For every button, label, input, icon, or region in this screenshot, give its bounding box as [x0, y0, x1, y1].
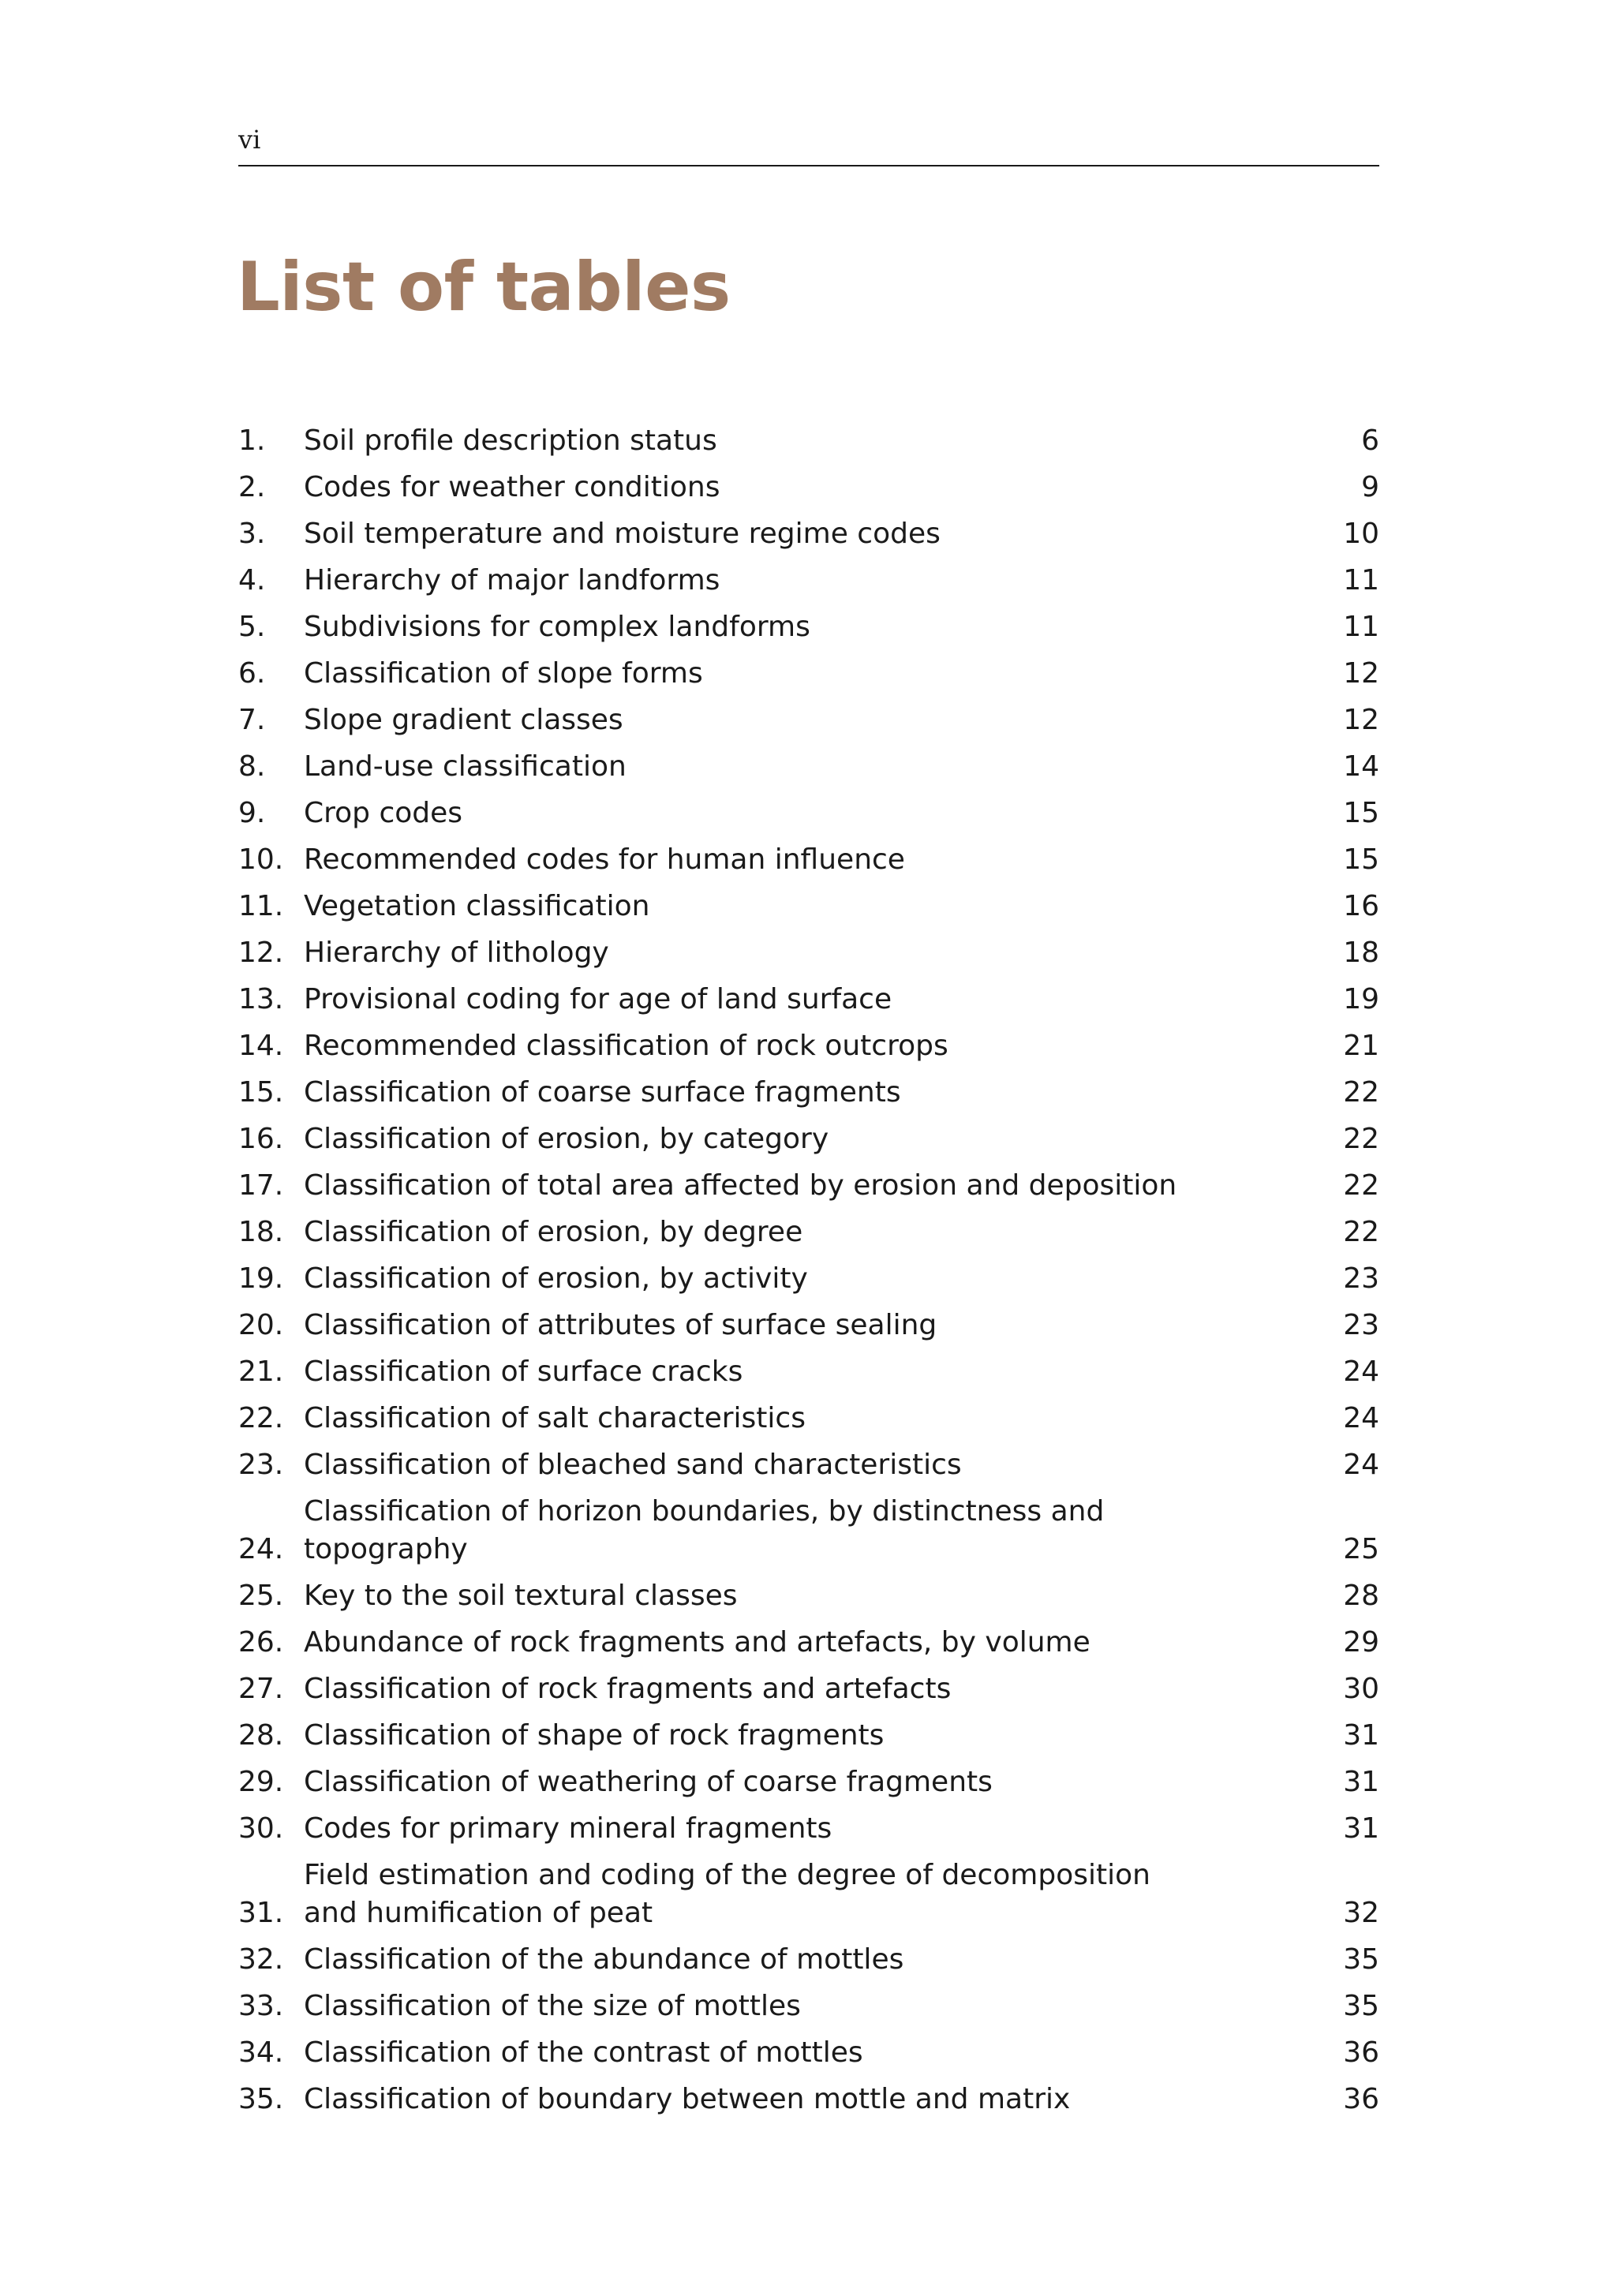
entry-number: 4.	[238, 564, 266, 596]
entry-title: Classification of the contrast of mottles	[304, 2036, 863, 2069]
entry-page: 21	[1343, 1030, 1379, 1062]
entry-page: 12	[1343, 704, 1379, 736]
entry-page: 22	[1343, 1123, 1379, 1155]
entry-number: 5.	[238, 611, 266, 643]
entry-number: 31.	[238, 1897, 284, 1929]
entry-title: Classification of attributes of surface sealing	[304, 1309, 937, 1341]
entry-page: 19	[1343, 983, 1379, 1015]
entry-page: 36	[1343, 2083, 1379, 2115]
toc-entry[interactable]	[238, 1213, 1379, 1251]
entry-title: Key to the soil textural classes	[304, 1580, 738, 1612]
entry-page: 15	[1343, 843, 1379, 876]
entry-page: 25	[1343, 1533, 1379, 1565]
entry-title: Classification of the size of mottles	[304, 1990, 801, 2022]
toc-entry[interactable]	[238, 1167, 1379, 1205]
toc-entry[interactable]	[238, 469, 1379, 507]
entry-number: 1.	[238, 424, 266, 457]
entry-title: Classification of bleached sand characteristics	[304, 1449, 962, 1481]
toc-entry[interactable]	[238, 1493, 1379, 1569]
entry-page: 18	[1343, 937, 1379, 969]
entry-number: 7.	[238, 704, 266, 736]
entry-title: Land-use classification	[304, 750, 627, 783]
entry-title: Classification of weathering of coarse fragments	[304, 1766, 993, 1798]
entry-page: 29	[1343, 1626, 1379, 1658]
toc-entry[interactable]	[238, 1670, 1379, 1708]
entry-title: Classification of slope forms	[304, 657, 703, 690]
entry-page: 23	[1343, 1262, 1379, 1295]
toc-entry[interactable]	[238, 608, 1379, 646]
entry-page: 16	[1343, 890, 1379, 922]
entry-number: 13.	[238, 983, 284, 1015]
toc-entry[interactable]	[238, 1120, 1379, 1158]
entry-page: 24	[1343, 1449, 1379, 1481]
entry-number: 16.	[238, 1123, 284, 1155]
entry-title: Provisional coding for age of land surface	[304, 983, 892, 1015]
entry-title: Classification of erosion, by degree	[304, 1216, 803, 1248]
toc-entry[interactable]	[238, 2034, 1379, 2072]
entry-title: Vegetation classification	[304, 890, 650, 922]
entry-page: 30	[1343, 1673, 1379, 1705]
entry-title: Slope gradient classes	[304, 704, 623, 736]
toc-entry[interactable]	[238, 934, 1379, 972]
entry-page: 6	[1361, 424, 1379, 457]
entry-number: 2.	[238, 471, 266, 503]
entry-number: 10.	[238, 843, 284, 876]
entry-title: Classification of rock fragments and artefacts	[304, 1673, 952, 1705]
entry-number: 26.	[238, 1626, 284, 1658]
entry-number: 19.	[238, 1262, 284, 1295]
entry-title: Crop codes	[304, 797, 463, 829]
entry-page: 12	[1343, 657, 1379, 690]
entry-title: Hierarchy of lithology	[304, 937, 609, 969]
entry-page: 22	[1343, 1076, 1379, 1109]
toc-entry[interactable]	[238, 1074, 1379, 1112]
entry-title: Classification of coarse surface fragments	[304, 1076, 901, 1109]
entry-title: Classification of total area affected by erosion and deposition	[304, 1169, 1177, 1202]
entry-page: 32	[1343, 1897, 1379, 1929]
entry-number: 15.	[238, 1076, 284, 1109]
entry-number: 18.	[238, 1216, 284, 1248]
entry-title: Soil profile description status	[304, 424, 717, 457]
entry-number: 27.	[238, 1673, 284, 1705]
entry-number: 23.	[238, 1449, 284, 1481]
toc-entry[interactable]	[238, 2081, 1379, 2118]
toc-entry[interactable]	[238, 981, 1379, 1019]
toc-entry[interactable]	[238, 795, 1379, 832]
entry-title: Classification of shape of rock fragments	[304, 1719, 885, 1752]
entry-page: 35	[1343, 1990, 1379, 2022]
entry-page: 11	[1343, 564, 1379, 596]
toc-entry[interactable]	[238, 562, 1379, 600]
entry-title: Classification of salt characteristics	[304, 1402, 806, 1434]
entry-number: 11.	[238, 890, 284, 922]
entry-page: 9	[1361, 471, 1379, 503]
entry-title: Recommended codes for human influence	[304, 843, 905, 876]
entry-number: 34.	[238, 2036, 284, 2069]
entry-title: Codes for primary mineral fragments	[304, 1812, 832, 1845]
entry-page: 31	[1343, 1766, 1379, 1798]
entry-title: Recommended classification of rock outcrops	[304, 1030, 948, 1062]
entry-page: 35	[1343, 1943, 1379, 1976]
toc-entry[interactable]	[238, 1400, 1379, 1438]
entry-number: 17.	[238, 1169, 284, 1202]
entry-number: 24.	[238, 1533, 284, 1565]
table-list	[238, 422, 1379, 2127]
page-title: List of tables	[237, 248, 731, 327]
entry-title: Classification of surface cracks	[304, 1356, 743, 1388]
entry-number: 33.	[238, 1990, 284, 2022]
toc-entry[interactable]	[238, 1307, 1379, 1344]
entry-page: 31	[1343, 1812, 1379, 1845]
toc-entry[interactable]	[238, 1717, 1379, 1755]
entry-title: Hierarchy of major landforms	[304, 564, 720, 596]
entry-page: 22	[1343, 1169, 1379, 1202]
entry-number: 29.	[238, 1766, 284, 1798]
entry-page: 28	[1343, 1580, 1379, 1612]
toc-entry[interactable]	[238, 1624, 1379, 1662]
entry-page: 24	[1343, 1402, 1379, 1434]
toc-entry[interactable]	[238, 1857, 1379, 1932]
entry-title: Classification of erosion, by category	[304, 1123, 829, 1155]
entry-number: 30.	[238, 1812, 284, 1845]
toc-entry[interactable]	[238, 655, 1379, 693]
toc-entry[interactable]	[238, 515, 1379, 553]
entry-number: 20.	[238, 1309, 284, 1341]
toc-entry[interactable]	[238, 1941, 1379, 1979]
entry-number: 25.	[238, 1580, 284, 1612]
entry-page: 10	[1343, 518, 1379, 550]
entry-number: 32.	[238, 1943, 284, 1976]
entry-number: 14.	[238, 1030, 284, 1062]
entry-page: 23	[1343, 1309, 1379, 1341]
toc-entry[interactable]	[238, 888, 1379, 926]
entry-page: 24	[1343, 1356, 1379, 1388]
toc-entry[interactable]	[238, 841, 1379, 879]
entry-title: Classification of erosion, by activity	[304, 1262, 808, 1295]
toc-entry[interactable]	[238, 748, 1379, 786]
entry-number: 28.	[238, 1719, 284, 1752]
entry-number: 12.	[238, 937, 284, 969]
entry-title: Classification of the abundance of mottles	[304, 1943, 904, 1976]
toc-entry[interactable]	[238, 1987, 1379, 2025]
entry-page: 14	[1343, 750, 1379, 783]
page-number: vi	[238, 125, 261, 155]
entry-number: 21.	[238, 1356, 284, 1388]
entry-title: Soil temperature and moisture regime codes	[304, 518, 941, 550]
entry-number: 9.	[238, 797, 266, 829]
header-rule	[238, 165, 1379, 166]
toc-entry[interactable]	[238, 1353, 1379, 1391]
entry-title: Classification of horizon boundaries, by distinctness and topography	[304, 1495, 1105, 1565]
entry-title: Field estimation and coding of the degree of decomposition and humification of peat	[304, 1859, 1150, 1929]
toc-entry[interactable]	[238, 1577, 1379, 1615]
toc-entry[interactable]	[238, 1763, 1379, 1801]
entry-page: 22	[1343, 1216, 1379, 1248]
toc-entry[interactable]	[238, 422, 1379, 460]
entry-number: 8.	[238, 750, 266, 783]
entry-title: Abundance of rock fragments and artefacts, by volume	[304, 1626, 1090, 1658]
toc-entry[interactable]	[238, 1027, 1379, 1065]
entry-number: 35.	[238, 2083, 284, 2115]
entry-page: 15	[1343, 797, 1379, 829]
entry-title: Classification of boundary between mottle and matrix	[304, 2083, 1071, 2115]
entry-page: 36	[1343, 2036, 1379, 2069]
toc-entry[interactable]	[238, 1446, 1379, 1484]
entry-number: 22.	[238, 1402, 284, 1434]
entry-title: Codes for weather conditions	[304, 471, 720, 503]
entry-page: 11	[1343, 611, 1379, 643]
toc-entry[interactable]	[238, 1260, 1379, 1298]
entry-title: Subdivisions for complex landforms	[304, 611, 810, 643]
toc-entry[interactable]	[238, 701, 1379, 739]
entry-number: 6.	[238, 657, 266, 690]
entry-page: 31	[1343, 1719, 1379, 1752]
entry-number: 3.	[238, 518, 266, 550]
toc-entry[interactable]	[238, 1810, 1379, 1848]
